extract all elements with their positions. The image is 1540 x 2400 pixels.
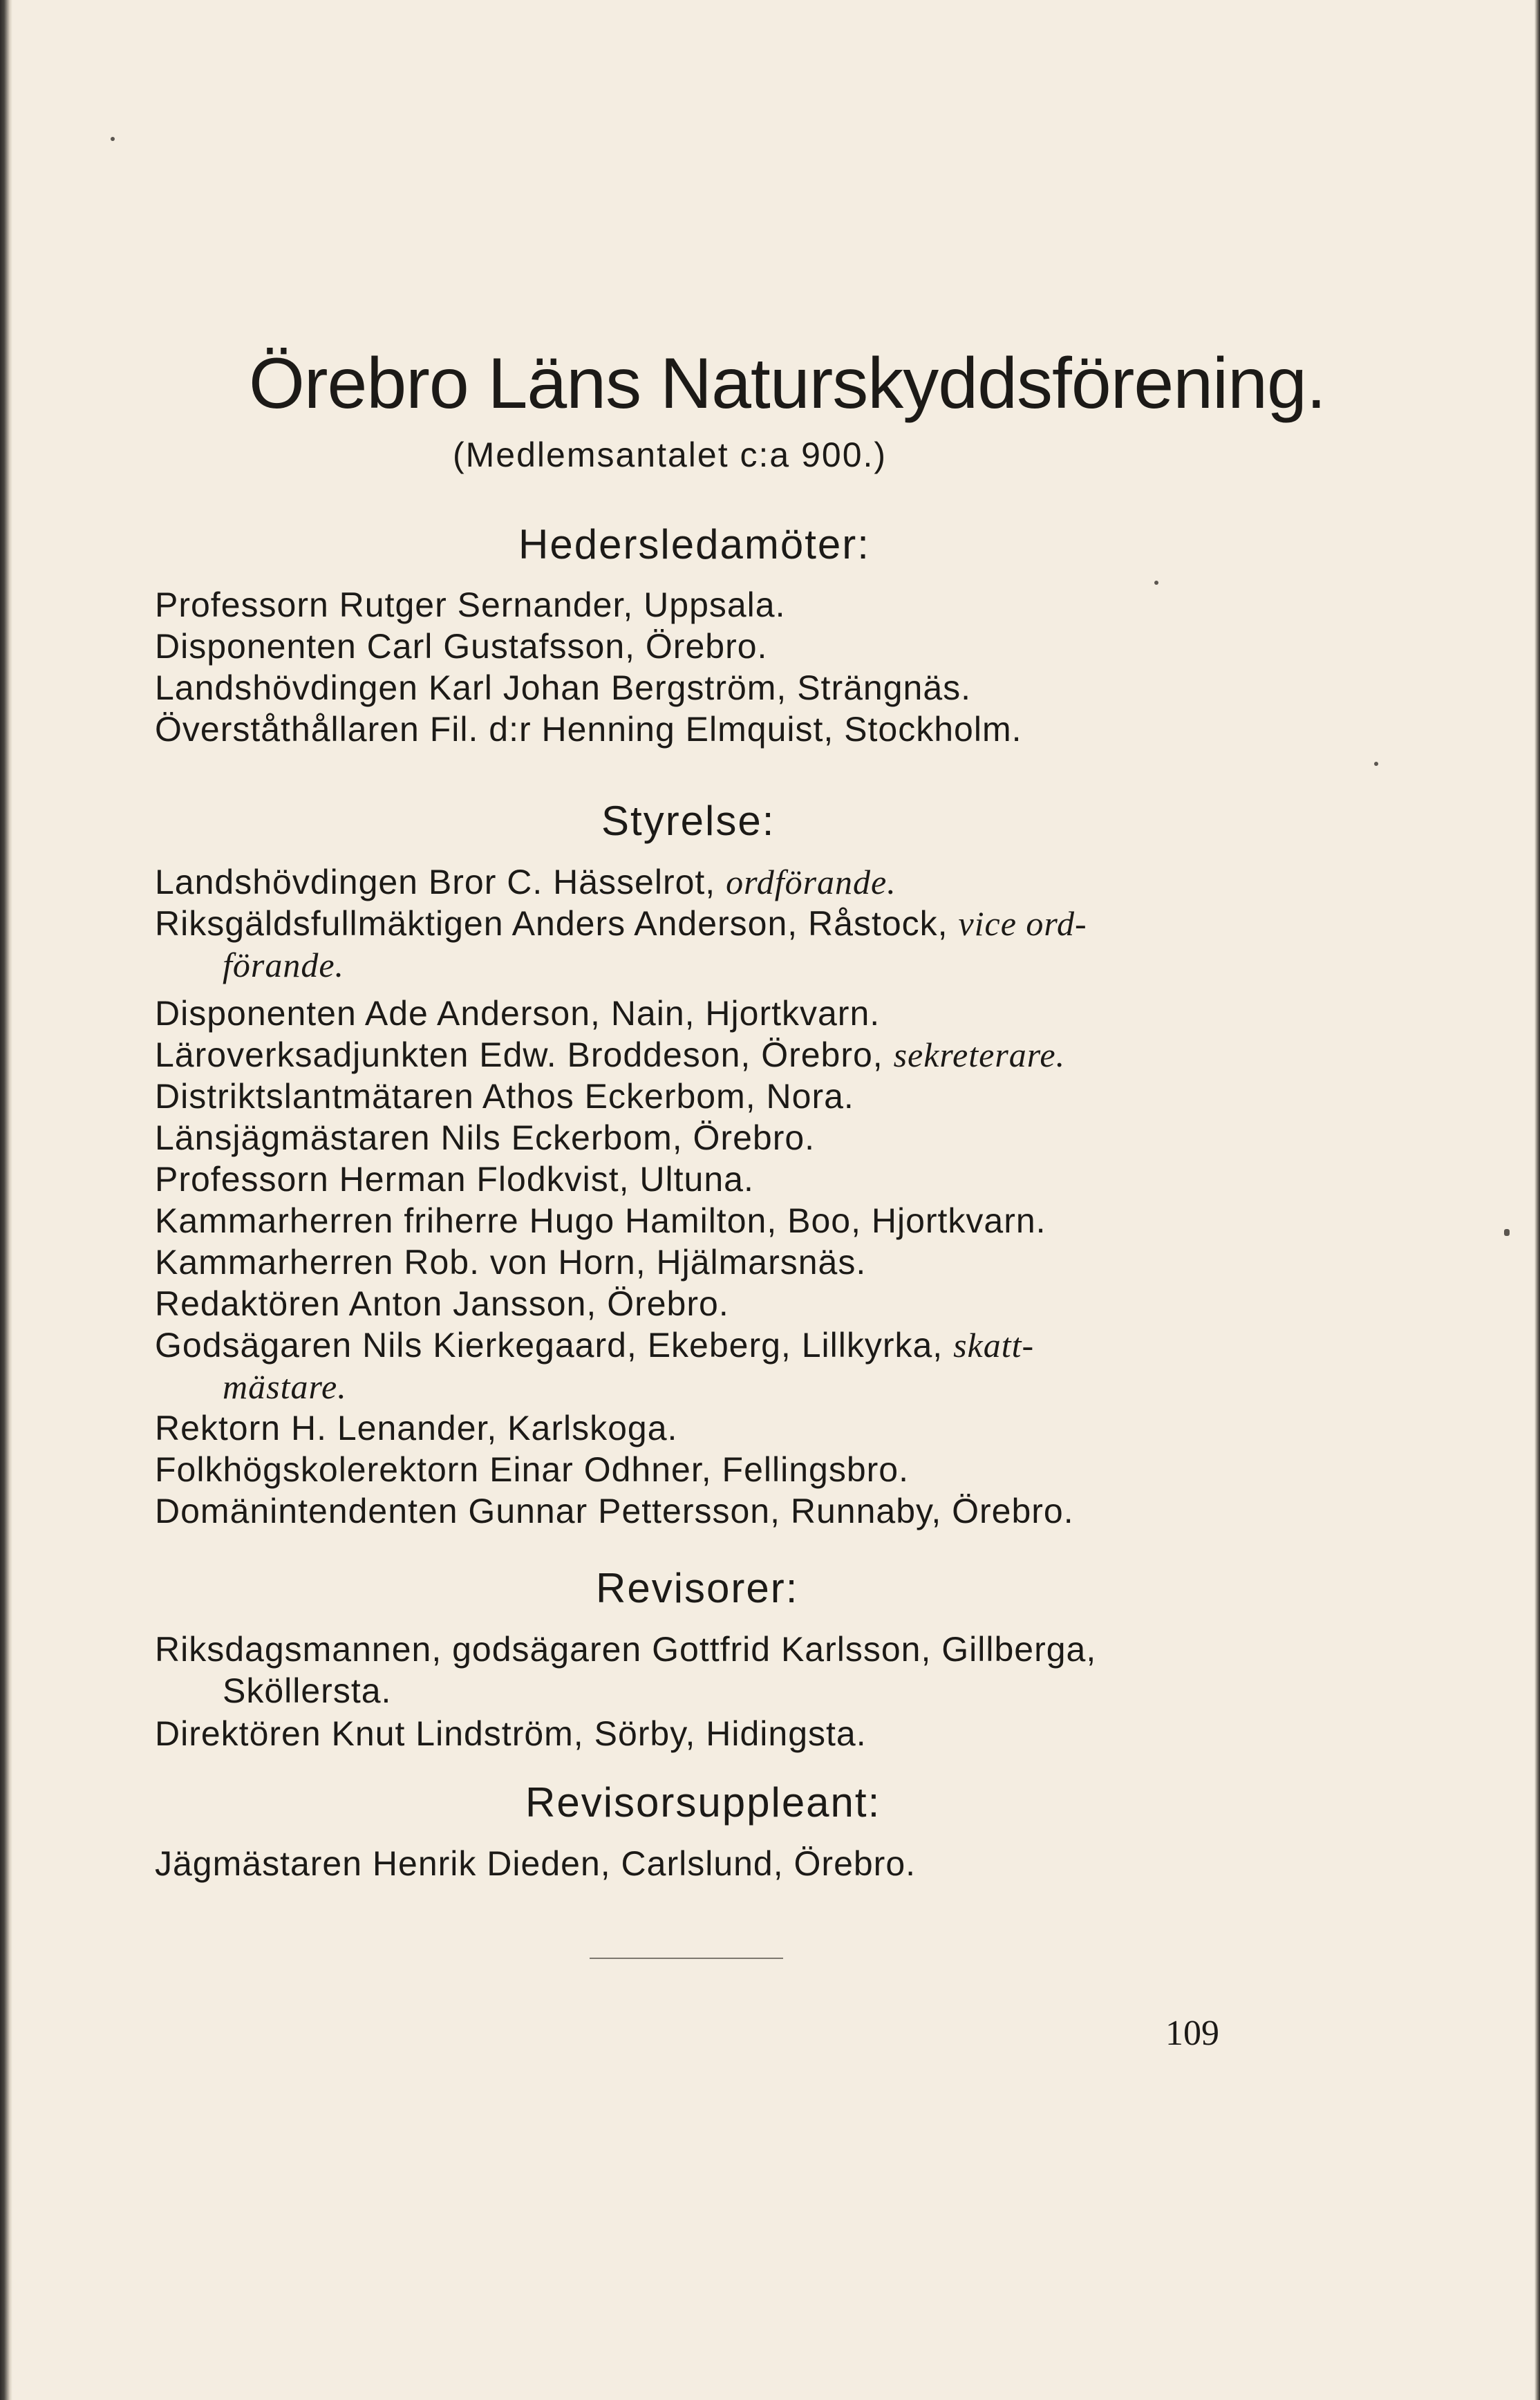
page-title: Örebro Läns Naturskyddsförening. bbox=[249, 344, 1326, 424]
board-role-continuation: mästare. bbox=[223, 1367, 347, 1406]
board-role: sekreterare. bbox=[893, 1035, 1066, 1074]
board-member bbox=[155, 1034, 1065, 1076]
board-member: Redaktören Anton Jansson, Örebro. bbox=[155, 1284, 729, 1323]
paper-speck bbox=[111, 137, 115, 141]
board-member: Länsjägmästaren Nils Eckerbom, Örebro. bbox=[155, 1118, 816, 1157]
board-member-name: Läroverksadjunkten Edw. Broddeson, Örebro, bbox=[155, 1035, 894, 1074]
board-member: Folkhögskolerektorn Einar Odhner, Fellingsbro. bbox=[155, 1450, 909, 1489]
auditor: Riksdagsmannen, godsägaren Gottfrid Karlsson, Gillberga, bbox=[155, 1630, 1097, 1669]
board-member-name: Landshövdingen Bror C. Hässelrot, bbox=[155, 863, 726, 901]
honorary-member: Disponenten Carl Gustafsson, Örebro. bbox=[155, 627, 768, 666]
deputy-auditor: Jägmästaren Henrik Dieden, Carlslund, Örebro. bbox=[155, 1844, 917, 1883]
board-member: Professorn Herman Flodkvist, Ultuna. bbox=[155, 1160, 754, 1199]
honorary-member: Landshövdingen Karl Johan Bergström, Strängnäs. bbox=[155, 668, 972, 707]
page-binding-edge bbox=[0, 0, 12, 2400]
page-right-edge bbox=[1534, 0, 1540, 2400]
board-member-name: Riksgäldsfullmäktigen Anders Anderson, Råstock, bbox=[155, 904, 959, 943]
heading-auditors: Revisorer: bbox=[596, 1565, 799, 1611]
board-member: Disponenten Ade Anderson, Nain, Hjortkvarn. bbox=[155, 994, 881, 1033]
board-member: Domänintendenten Gunnar Pettersson, Runnaby, Örebro. bbox=[155, 1492, 1074, 1530]
board-role: skatt- bbox=[953, 1326, 1035, 1365]
member-count: (Medlemsantalet c:a 900.) bbox=[453, 435, 888, 474]
heading-honorary-members: Hedersledamöter: bbox=[518, 521, 870, 568]
board-member bbox=[155, 903, 1087, 944]
board-member bbox=[155, 861, 896, 903]
heading-deputy-auditor: Revisorsuppleant: bbox=[525, 1779, 881, 1826]
board-member: Rektorn H. Lenander, Karlskoga. bbox=[155, 1409, 678, 1447]
board-role-continuation: förande. bbox=[223, 946, 345, 984]
board-role: ordförande. bbox=[726, 863, 896, 901]
honorary-member: Professorn Rutger Sernander, Uppsala. bbox=[155, 585, 786, 624]
paper-speck bbox=[1504, 1229, 1510, 1236]
auditor: Direktören Knut Lindström, Sörby, Hidingsta. bbox=[155, 1714, 867, 1753]
page-number: 109 bbox=[1165, 2014, 1219, 2053]
heading-board: Styrelse: bbox=[601, 798, 776, 844]
section-divider bbox=[590, 1958, 783, 1959]
paper-speck bbox=[1154, 581, 1158, 585]
auditor-continuation: Sköllersta. bbox=[223, 1671, 392, 1710]
board-role: vice ord- bbox=[958, 904, 1087, 943]
paper-speck bbox=[1374, 762, 1378, 766]
board-member: Kammarherren friherre Hugo Hamilton, Boo, Hjortkvarn. bbox=[155, 1201, 1046, 1240]
honorary-member: Överståthållaren Fil. d:r Henning Elmquist, Stockholm. bbox=[155, 710, 1022, 749]
board-member bbox=[155, 1324, 1034, 1366]
board-member: Kammarherren Rob. von Horn, Hjälmarsnäs. bbox=[155, 1243, 867, 1282]
board-member-name: Godsägaren Nils Kierkegaard, Ekeberg, Lillkyrka, bbox=[155, 1326, 954, 1365]
board-member: Distriktslantmätaren Athos Eckerbom, Nora. bbox=[155, 1077, 854, 1116]
